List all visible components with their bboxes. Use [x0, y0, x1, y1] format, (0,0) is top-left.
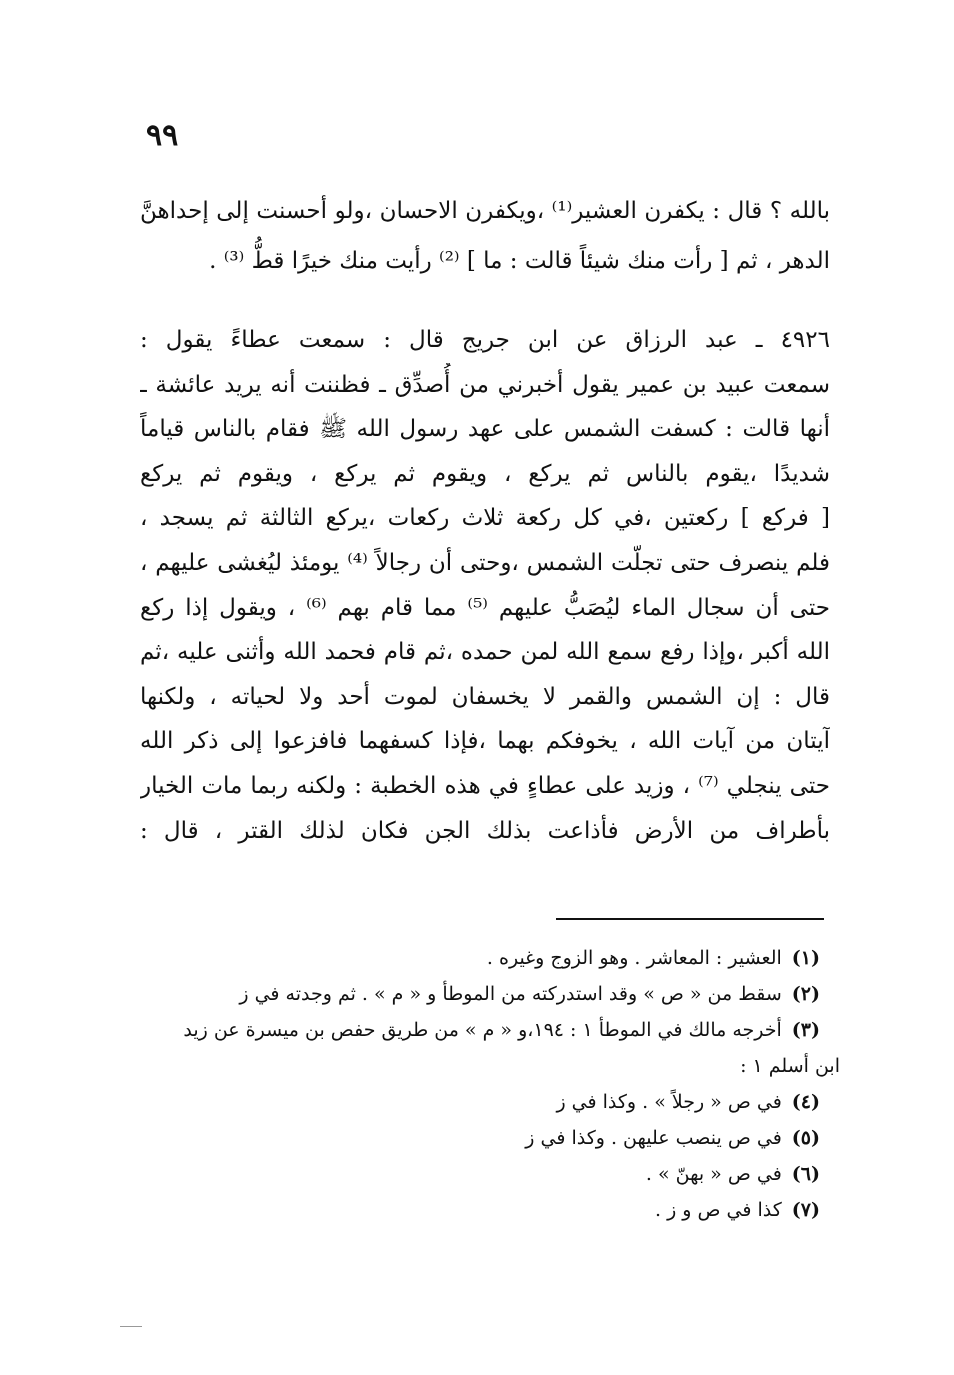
hadith-paragraph [140, 318, 830, 853]
footnote-text: في ص « رجلاً » . وكذا في ز [556, 1091, 782, 1113]
footnote-item [150, 1192, 820, 1228]
text-line: حتى أن سجال الماء ليُصَبُّ عليهم ⁽⁵⁾ مما قام بهم ⁽⁶⁾ ، ويقول إذا ركع [140, 594, 830, 621]
footnote-number: (٧) [791, 1199, 820, 1221]
text-line: [ فركع ] ركعتين ،في كل ركعة ثلاث ركعات ،يركع الثالثة ثم يسجد ، [140, 505, 830, 532]
page-number: ٩٩ [146, 118, 179, 153]
footnote-separator [556, 918, 824, 920]
footnote-item [150, 1084, 820, 1120]
footnote-item [150, 940, 820, 976]
intro-paragraph [140, 186, 830, 286]
footnote-item [150, 1156, 820, 1192]
text-line: حتى ينجلي ⁽⁷⁾ ، وزيد على عطاءٍ في هذه الخطبة : ولكنه ربما مات الخيار [140, 772, 830, 799]
footnote-number: (٣) [791, 1019, 820, 1041]
text-line: الدهر ، ثم [ رأت منك شيئاً قالت : ما ] ⁽²⁾ رأيت منك خيرًا قطُّ ⁽³⁾ . [209, 248, 830, 274]
text-line: بالله ؟ قال : يكفرن العشير⁽¹⁾ ،ويكفرن الاحسان ،ولو أحسنت إلى إحداهنَّ [140, 198, 830, 224]
footnote-number: (٦) [791, 1163, 820, 1185]
footnote-text: أخرجه مالك في الموطأ ١ : ١٩٤،و « م » من طريق حفص بن ميسرة عن زيد [183, 1019, 782, 1041]
text-line: سمعت عبيد بن عمير يقول أخبرني من أُصدِّق ـ فظننت أنه يريد عائشة ـ [140, 371, 830, 398]
text-line: آيتان من آيات الله ، يخوفكم بهما ،فإذا كسفهما فافزعوا إلى ذكر الله [140, 728, 830, 755]
footnote-item [150, 1012, 820, 1048]
text-line: الله أكبر ،وإذا رفع سمع الله لمن حمده ،ثم قام فحمد الله وأثنى عليه ،ثم [140, 639, 830, 666]
footnotes [150, 940, 840, 1228]
footnote-text: كذا في ص و ز . [655, 1199, 782, 1221]
text-line: قال : إن الشمس والقمر لا يخسفان لموت أحد ولا لحياته ، ولكنها [140, 683, 830, 710]
footnote-text: سقط من « ص » وقد استدركته من الموطأ و « م » . ثم وجدته في ز [239, 983, 782, 1005]
text-line: فلم ينصرف حتى تجلّت الشمس ،وحتى أن رجالاً ⁽⁴⁾ يومئذ ليُغشى عليهم ، [140, 549, 830, 576]
footnote-text: العشير : المعاشر . وهو الزوج وغيره . [486, 947, 782, 969]
scan-edge-mark [120, 1326, 142, 1327]
text-line: أنها قالت : كسفت الشمس على عهد رسول الله ﷺ فقام بالناس قياماً [140, 416, 830, 443]
footnote-item [150, 976, 820, 1012]
footnote-number: (١) [791, 947, 820, 969]
footnote-text: ابن أسلم ١ : [740, 1055, 840, 1077]
footnote-number: (٤) [791, 1091, 820, 1113]
text-line: ٤٩٢٦ ـ عبد الرزاق عن ابن جريج قال : سمعت عطاءً يقول : [140, 327, 830, 353]
text-line: بأطراف من الأرض فأذاعت بذلك الجن فكان لذلك القتر ، قال : [140, 817, 830, 844]
text-line: شديدًا ،يقوم بالناس ثم يركع ، ويقوم ثم يركع ، ويقوم ثم يركع [140, 460, 830, 487]
footnote-text: في ص ينصب عليهن . وكذا في ز [525, 1127, 782, 1149]
footnote-number: (٥) [791, 1127, 820, 1149]
footnote-item [150, 1120, 820, 1156]
footnote-continuation [150, 1048, 840, 1084]
footnote-text: في ص « بهنّ » . [645, 1163, 782, 1185]
footnote-number: (٢) [791, 983, 820, 1005]
